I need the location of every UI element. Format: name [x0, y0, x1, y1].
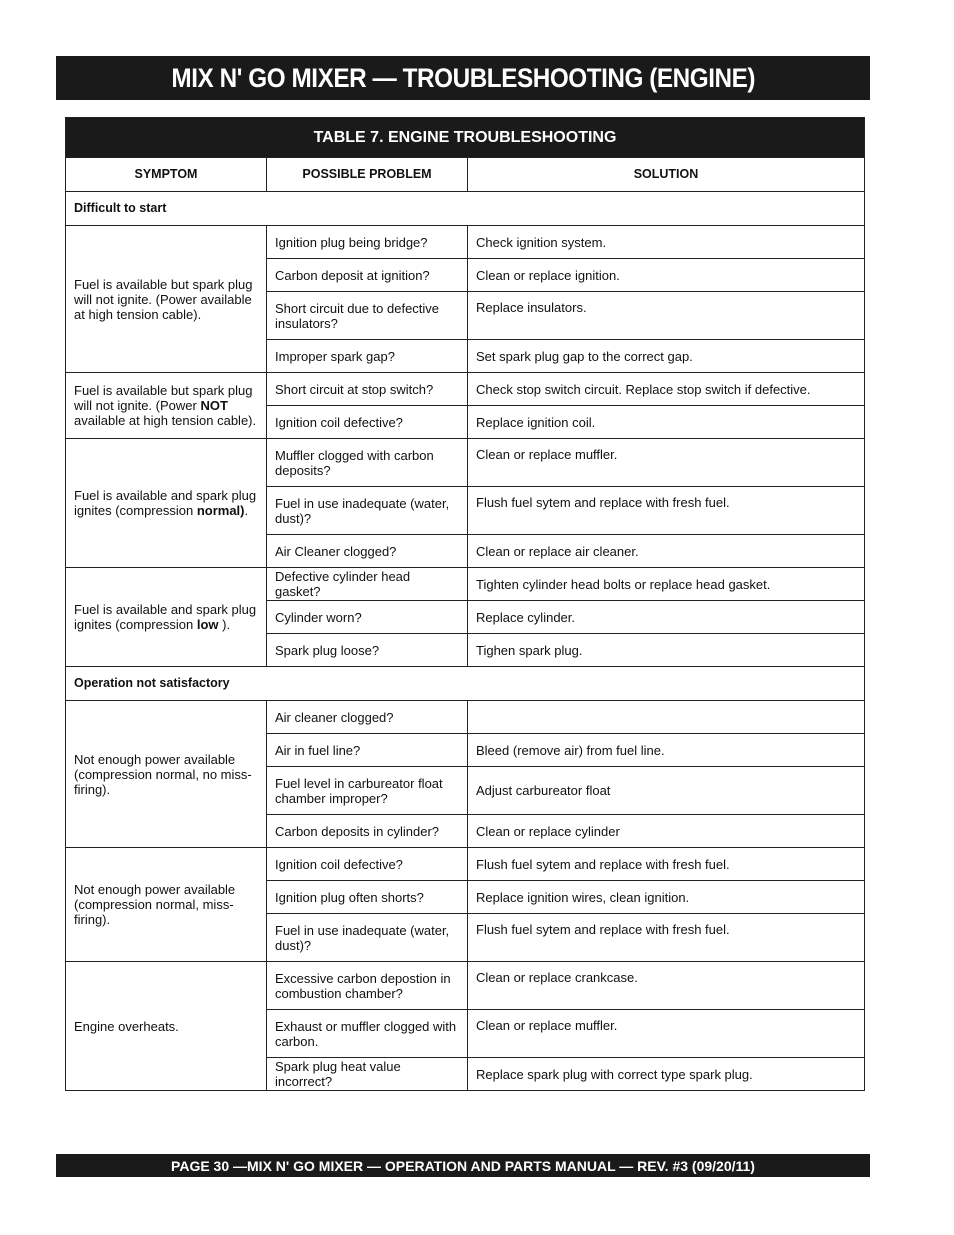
solution-cell: Check stop switch circuit. Replace stop switch if defective. [468, 373, 865, 406]
section-difficult-to-start [66, 192, 865, 667]
problem-cell: Short circuit at stop switch? [267, 373, 468, 406]
problem-cell: Ignition plug being bridge? [267, 226, 468, 259]
symptom-text: available at high tension cable). [74, 413, 257, 428]
solution-cell: Check ignition system. [468, 226, 865, 259]
table-row [66, 848, 865, 881]
problem-cell: Spark plug loose? [267, 634, 468, 667]
table-row [66, 439, 865, 487]
symptom-text: Fuel is available and spark plug ignites (compression [74, 602, 257, 632]
solution-cell: Flush fuel sytem and replace with fresh fuel. [468, 487, 865, 535]
symptom-text: Fuel is available and spark plug ignites (compression [74, 488, 257, 518]
table-header-row [66, 158, 865, 192]
symptom-cell [66, 373, 267, 439]
solution-cell: Set spark plug gap to the correct gap. [468, 340, 865, 373]
symptom-cell [66, 701, 267, 848]
problem-cell: Exhaust or muffler clogged with carbon. [267, 1010, 468, 1058]
problem-cell: Ignition coil defective? [267, 406, 468, 439]
page-title-bar [56, 56, 870, 100]
table-caption-row [66, 118, 865, 158]
page-footer: PAGE 30 —MIX N' GO MIXER — OPERATION AND PARTS MANUAL — REV. #3 (09/20/11) [171, 1157, 755, 1174]
problem-cell: Carbon deposits in cylinder? [267, 815, 468, 848]
solution-cell: Clean or replace cylinder [468, 815, 865, 848]
problem-cell: Spark plug heat value incorrect? [267, 1058, 468, 1091]
problem-cell: Ignition plug often shorts? [267, 881, 468, 914]
symptom-text: ). [218, 617, 231, 632]
section-title: Operation not satisfactory [66, 667, 865, 701]
section-title: Difficult to start [66, 192, 865, 226]
symptom-cell [66, 568, 267, 667]
problem-cell: Defective cylinder head gasket? [267, 568, 468, 601]
table-caption: TABLE 7. ENGINE TROUBLESHOOTING [66, 118, 865, 158]
symptom-emphasis: low [196, 617, 219, 632]
table-row [66, 962, 865, 1010]
solution-cell: Replace ignition wires, clean ignition. [468, 881, 865, 914]
symptom-cell [66, 848, 267, 962]
problem-cell: Improper spark gap? [267, 340, 468, 373]
header-solution: SOLUTION [468, 158, 865, 192]
solution-cell: Clean or replace air cleaner. [468, 535, 865, 568]
symptom-text: Not enough power available (compression normal, no miss-firing). [74, 751, 252, 797]
table-row [66, 568, 865, 601]
problem-cell: Air Cleaner clogged? [267, 535, 468, 568]
problem-cell: Cylinder worn? [267, 601, 468, 634]
symptom-text: Engine overheats. [74, 1018, 179, 1034]
problem-cell: Muffler clogged with carbon deposits? [267, 439, 468, 487]
header-possible-problem: POSSIBLE PROBLEM [267, 158, 468, 192]
table-row [66, 226, 865, 259]
page-title: MIX N' GO MIXER — TROUBLESHOOTING (ENGINE) [171, 62, 755, 93]
solution-cell: Adjust carbureator float [468, 767, 865, 815]
symptom-text: Fuel is available but spark plug will not ignite. (Power [74, 383, 253, 413]
problem-cell: Fuel level in carbureator float chamber improper? [267, 767, 468, 815]
solution-cell: Clean or replace ignition. [468, 259, 865, 292]
solution-cell [468, 701, 865, 734]
symptom-emphasis: normal) [196, 503, 245, 518]
table-row [66, 373, 865, 406]
section-operation-not-satisfactory [66, 667, 865, 1091]
problem-cell: Fuel in use inadequate (water, dust)? [267, 914, 468, 962]
symptom-cell [66, 439, 267, 568]
header-symptom: SYMPTOM [66, 158, 267, 192]
solution-cell: Tighen spark plug. [468, 634, 865, 667]
table-row [66, 701, 865, 734]
solution-cell: Clean or replace crankcase. [468, 962, 865, 1010]
solution-cell: Tighten cylinder head bolts or replace head gasket. [468, 568, 865, 601]
solution-cell: Replace ignition coil. [468, 406, 865, 439]
problem-cell: Excessive carbon depostion in combustion chamber? [267, 962, 468, 1010]
problem-cell: Air cleaner clogged? [267, 701, 468, 734]
section-row [66, 667, 865, 701]
problem-cell: Carbon deposit at ignition? [267, 259, 468, 292]
symptom-text: Fuel is available but spark plug will not ignite. (Power available at high tension cable). [74, 276, 253, 322]
solution-cell: Clean or replace muffler. [468, 439, 865, 487]
solution-cell: Flush fuel sytem and replace with fresh fuel. [468, 848, 865, 881]
solution-cell: Bleed (remove air) from fuel line. [468, 734, 865, 767]
symptom-text: Not enough power available (compression normal, miss-firing). [74, 882, 236, 927]
section-row [66, 192, 865, 226]
footer-bar [56, 1154, 870, 1177]
problem-cell: Short circuit due to defective insulators? [267, 292, 468, 340]
solution-cell: Replace insulators. [468, 292, 865, 340]
problem-cell: Ignition coil defective? [267, 848, 468, 881]
engine-troubleshooting-table [65, 117, 865, 1091]
solution-cell: Replace spark plug with correct type spark plug. [468, 1058, 865, 1091]
solution-cell: Clean or replace muffler. [468, 1010, 865, 1058]
symptom-cell [66, 226, 267, 373]
symptom-cell [66, 962, 267, 1091]
problem-cell: Fuel in use inadequate (water, dust)? [267, 487, 468, 535]
symptom-emphasis: NOT [200, 398, 228, 413]
solution-cell: Replace cylinder. [468, 601, 865, 634]
solution-cell: Flush fuel sytem and replace with fresh fuel. [468, 914, 865, 962]
symptom-text: . [244, 503, 249, 518]
problem-cell: Air in fuel line? [267, 734, 468, 767]
